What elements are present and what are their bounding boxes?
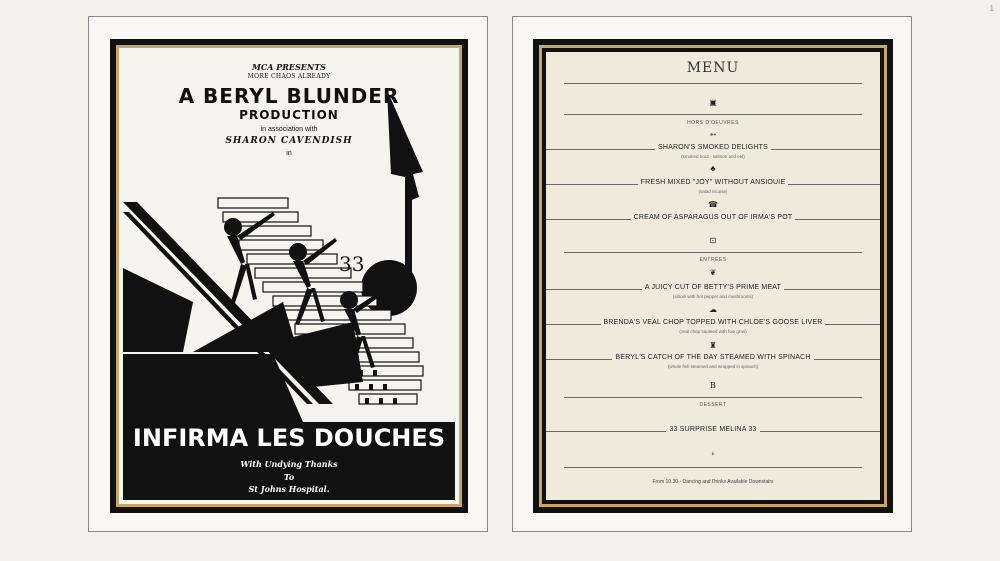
divider <box>564 467 862 468</box>
association-line: in association with <box>260 126 318 133</box>
poster-headline: A BERYL BLUNDER <box>178 84 400 108</box>
poster <box>123 52 455 500</box>
menu-item-desc: (sirloin with hot pepper and mushrooms) <box>672 294 754 299</box>
divider <box>564 114 862 115</box>
badge-icon: ⊡ <box>709 236 717 245</box>
poster-number: 33 <box>339 252 365 276</box>
crest-icon: ▣ <box>709 98 717 107</box>
menu-frame <box>533 39 893 513</box>
in-line: in <box>286 150 292 157</box>
divider <box>564 397 862 398</box>
menu-card <box>546 52 880 500</box>
more-chaos-line: MORE CHAOS ALREADY <box>247 73 331 80</box>
sharon-cavendish-line: SHARON CAVENDISH <box>225 136 353 146</box>
section-hors: HORS D'OEUVRES <box>687 120 739 126</box>
fish-icon: ➳ <box>709 130 717 139</box>
pot-icon: ☎ <box>708 200 718 209</box>
menu-footer: From 10.30 - Dancing and Drinks Available Downstairs <box>652 479 774 485</box>
menu-item: BRENDA'S VEAL CHOP TOPPED WITH CHLOE'S GOOSE LIVER <box>546 319 880 326</box>
poster-gold-border <box>116 45 462 507</box>
clover-icon: ♣ <box>710 164 716 173</box>
production-line: PRODUCTION <box>239 108 339 122</box>
menu-item: CREAM OF ASPARAGUS OUT OF IRMA'S POT <box>546 214 880 221</box>
menu-title: MENU <box>686 60 740 76</box>
divider <box>564 83 862 84</box>
page-mark: 1 <box>989 4 994 13</box>
menu-item: SHARON'S SMOKED DELIGHTS <box>546 144 880 151</box>
menu-gold-border <box>539 45 887 507</box>
menu-item-desc: (smoked trout - salmon and eel) <box>681 154 745 159</box>
divider <box>564 252 862 253</box>
poster-title: INFIRMA LES DOUCHES <box>132 424 446 452</box>
fish-platter-icon: ♜ <box>709 341 717 350</box>
menu-item-desc: (veal chop sauteed with foie gras) <box>679 329 747 334</box>
thanks-line-3: St Johns Hospital. <box>248 484 330 494</box>
menu-item: BERYL'S CATCH OF THE DAY STEAMED WITH SPINACH <box>546 354 880 361</box>
thanks-line-2: To <box>283 472 295 482</box>
menu-item: A JUICY CUT OF BETTY'S PRIME MEAT <box>546 284 880 291</box>
section-dessert: DESSERT <box>699 402 727 408</box>
section-entrees: ENTRÉES <box>699 257 727 263</box>
thanks-line-1: With Undying Thanks <box>240 459 338 469</box>
poster-mat <box>88 16 488 532</box>
menu-item: FRESH MIXED "JOY" WITHOUT ANSIOUIE <box>546 179 880 186</box>
letter-b-icon: B <box>710 381 716 390</box>
glass-icon: ⍖ <box>710 449 716 458</box>
poster-frame <box>110 39 468 513</box>
menu-item-desc: (whole fish steamed and wrapped in spinach) <box>667 364 759 369</box>
meat-icon: ❦ <box>709 268 717 277</box>
menu-item-dessert: 33 SURPRISE MELINA 33 <box>546 426 880 433</box>
chop-icon: ☁ <box>709 305 717 314</box>
menu-item-desc: (salad nicoise) <box>698 189 728 194</box>
presents-line: MCA PRESENTS <box>252 62 326 72</box>
menu-mat <box>512 16 912 532</box>
note-head <box>361 260 417 316</box>
